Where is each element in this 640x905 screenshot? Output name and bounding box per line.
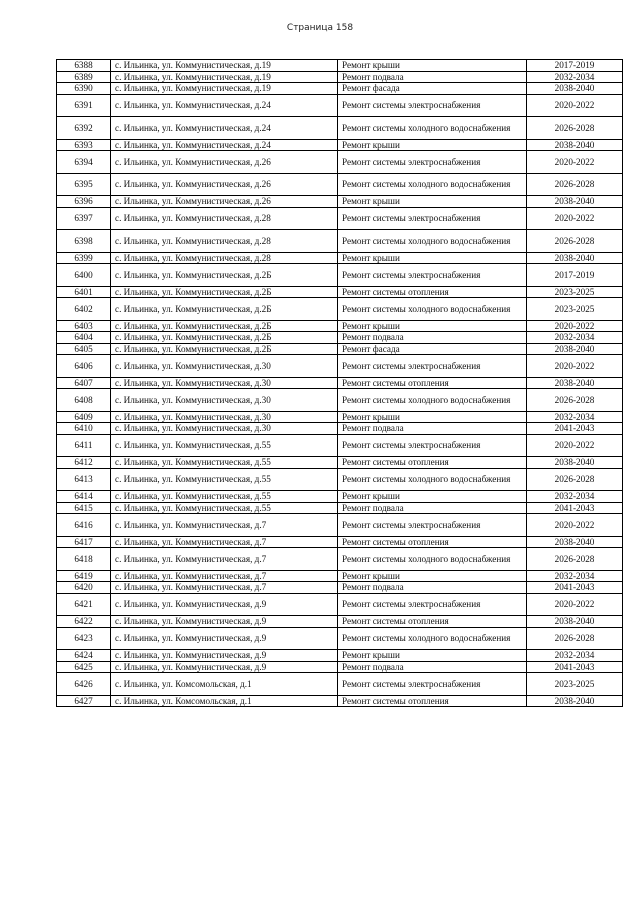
address-cell: с. Ильинка, ул. Коммунистическая, д.28 (111, 207, 338, 230)
address-cell: с. Ильинка, ул. Коммунистическая, д.55 (111, 457, 338, 469)
row-number-cell: 6391 (57, 94, 111, 117)
address-cell: с. Ильинка, ул. Коммунистическая, д.26 (111, 173, 338, 196)
row-number-cell: 6400 (57, 264, 111, 287)
table-row (57, 252, 623, 264)
work-type-cell: Ремонт системы электроснабжения (338, 434, 527, 457)
table-row (57, 83, 623, 95)
period-cell: 2026-2028 (527, 548, 623, 571)
table-row (57, 491, 623, 503)
period-cell: 2026-2028 (527, 389, 623, 412)
row-number-cell: 6395 (57, 173, 111, 196)
work-type-cell: Ремонт системы отопления (338, 695, 527, 707)
period-cell: 2032-2034 (527, 411, 623, 423)
address-cell: с. Ильинка, ул. Коммунистическая, д.9 (111, 661, 338, 673)
table-row (57, 94, 623, 117)
table-row (57, 355, 623, 378)
row-number-cell: 6414 (57, 491, 111, 503)
work-type-cell: Ремонт крыши (338, 60, 527, 72)
period-cell: 2032-2034 (527, 570, 623, 582)
period-cell: 2017-2019 (527, 264, 623, 287)
address-cell: с. Ильинка, ул. Коммунистическая, д.24 (111, 94, 338, 117)
table-row (57, 343, 623, 355)
table-row (57, 139, 623, 151)
work-type-cell: Ремонт подвала (338, 423, 527, 435)
work-type-cell: Ремонт подвала (338, 582, 527, 594)
table-row (57, 117, 623, 140)
work-type-cell: Ремонт крыши (338, 491, 527, 503)
table-row (57, 423, 623, 435)
period-cell: 2038-2040 (527, 457, 623, 469)
table-row (57, 71, 623, 83)
address-cell: с. Ильинка, ул. Коммунистическая, д.2Б (111, 343, 338, 355)
work-type-cell: Ремонт системы электроснабжения (338, 514, 527, 537)
period-cell: 2026-2028 (527, 230, 623, 253)
row-number-cell: 6398 (57, 230, 111, 253)
work-type-cell: Ремонт системы отопления (338, 616, 527, 628)
address-cell: с. Ильинка, ул. Коммунистическая, д.19 (111, 71, 338, 83)
period-cell: 2020-2022 (527, 434, 623, 457)
row-number-cell: 6419 (57, 570, 111, 582)
period-cell: 2023-2025 (527, 673, 623, 696)
table-row (57, 411, 623, 423)
table-row (57, 60, 623, 72)
period-cell: 2026-2028 (527, 117, 623, 140)
work-type-cell: Ремонт крыши (338, 411, 527, 423)
period-cell: 2041-2043 (527, 582, 623, 594)
row-number-cell: 6410 (57, 423, 111, 435)
row-number-cell: 6394 (57, 151, 111, 174)
address-cell: с. Ильинка, ул. Комсомольская, д.1 (111, 673, 338, 696)
work-type-cell: Ремонт системы холодного водоснабжения (338, 468, 527, 491)
address-cell: с. Ильинка, ул. Комсомольская, д.1 (111, 695, 338, 707)
period-cell: 2038-2040 (527, 252, 623, 264)
period-cell: 2023-2025 (527, 286, 623, 298)
work-type-cell: Ремонт системы холодного водоснабжения (338, 627, 527, 650)
row-number-cell: 6401 (57, 286, 111, 298)
table-row (57, 514, 623, 537)
address-cell: с. Ильинка, ул. Коммунистическая, д.2Б (111, 298, 338, 321)
address-cell: с. Ильинка, ул. Коммунистическая, д.9 (111, 616, 338, 628)
period-cell: 2017-2019 (527, 60, 623, 72)
work-type-cell: Ремонт системы отопления (338, 457, 527, 469)
address-cell: с. Ильинка, ул. Коммунистическая, д.9 (111, 593, 338, 616)
period-cell: 2041-2043 (527, 423, 623, 435)
row-number-cell: 6408 (57, 389, 111, 412)
period-cell: 2032-2034 (527, 332, 623, 344)
row-number-cell: 6409 (57, 411, 111, 423)
table-row (57, 320, 623, 332)
row-number-cell: 6390 (57, 83, 111, 95)
work-type-cell: Ремонт подвала (338, 502, 527, 514)
work-type-cell: Ремонт крыши (338, 650, 527, 662)
period-cell: 2038-2040 (527, 616, 623, 628)
table-row (57, 298, 623, 321)
row-number-cell: 6397 (57, 207, 111, 230)
row-number-cell: 6418 (57, 548, 111, 571)
table-row (57, 616, 623, 628)
work-type-cell: Ремонт системы холодного водоснабжения (338, 230, 527, 253)
address-cell: с. Ильинка, ул. Коммунистическая, д.24 (111, 117, 338, 140)
period-cell: 2038-2040 (527, 377, 623, 389)
period-cell: 2032-2034 (527, 650, 623, 662)
table-row (57, 457, 623, 469)
row-number-cell: 6422 (57, 616, 111, 628)
work-type-cell: Ремонт системы электроснабжения (338, 593, 527, 616)
period-cell: 2020-2022 (527, 593, 623, 616)
table-row (57, 196, 623, 208)
work-type-cell: Ремонт крыши (338, 252, 527, 264)
address-cell: с. Ильинка, ул. Коммунистическая, д.30 (111, 389, 338, 412)
row-number-cell: 6396 (57, 196, 111, 208)
table-row (57, 661, 623, 673)
work-type-cell: Ремонт системы электроснабжения (338, 207, 527, 230)
table-row (57, 627, 623, 650)
work-type-cell: Ремонт системы отопления (338, 536, 527, 548)
table-row (57, 377, 623, 389)
period-cell: 2032-2034 (527, 491, 623, 503)
work-type-cell: Ремонт системы холодного водоснабжения (338, 389, 527, 412)
row-number-cell: 6389 (57, 71, 111, 83)
period-cell: 2041-2043 (527, 661, 623, 673)
page-title: Страница 158 (286, 23, 354, 33)
row-number-cell: 6388 (57, 60, 111, 72)
address-cell: с. Ильинка, ул. Коммунистическая, д.19 (111, 60, 338, 72)
address-cell: с. Ильинка, ул. Коммунистическая, д.30 (111, 377, 338, 389)
table-row (57, 570, 623, 582)
row-number-cell: 6392 (57, 117, 111, 140)
table-row (57, 434, 623, 457)
row-number-cell: 6402 (57, 298, 111, 321)
address-cell: с. Ильинка, ул. Коммунистическая, д.9 (111, 650, 338, 662)
work-type-cell: Ремонт системы отопления (338, 377, 527, 389)
address-cell: с. Ильинка, ул. Коммунистическая, д.55 (111, 468, 338, 491)
row-number-cell: 6427 (57, 695, 111, 707)
table-row (57, 673, 623, 696)
period-cell: 2041-2043 (527, 502, 623, 514)
address-cell: с. Ильинка, ул. Коммунистическая, д.55 (111, 434, 338, 457)
work-type-cell: Ремонт системы холодного водоснабжения (338, 117, 527, 140)
period-cell: 2026-2028 (527, 627, 623, 650)
work-type-cell: Ремонт фасада (338, 343, 527, 355)
table-row (57, 695, 623, 707)
period-cell: 2020-2022 (527, 151, 623, 174)
address-cell: с. Ильинка, ул. Коммунистическая, д.26 (111, 151, 338, 174)
address-cell: с. Ильинка, ул. Коммунистическая, д.7 (111, 582, 338, 594)
address-cell: с. Ильинка, ул. Коммунистическая, д.30 (111, 355, 338, 378)
row-number-cell: 6426 (57, 673, 111, 696)
address-cell: с. Ильинка, ул. Коммунистическая, д.7 (111, 536, 338, 548)
table-row (57, 582, 623, 594)
period-cell: 2038-2040 (527, 196, 623, 208)
work-type-cell: Ремонт системы электроснабжения (338, 673, 527, 696)
row-number-cell: 6393 (57, 139, 111, 151)
address-cell: с. Ильинка, ул. Коммунистическая, д.55 (111, 491, 338, 503)
address-cell: с. Ильинка, ул. Коммунистическая, д.28 (111, 252, 338, 264)
row-number-cell: 6415 (57, 502, 111, 514)
table-row (57, 536, 623, 548)
row-number-cell: 6416 (57, 514, 111, 537)
address-cell: с. Ильинка, ул. Коммунистическая, д.2Б (111, 264, 338, 287)
period-cell: 2026-2028 (527, 468, 623, 491)
table-row (57, 548, 623, 571)
row-number-cell: 6404 (57, 332, 111, 344)
work-type-cell: Ремонт крыши (338, 196, 527, 208)
row-number-cell: 6406 (57, 355, 111, 378)
row-number-cell: 6413 (57, 468, 111, 491)
work-type-cell: Ремонт крыши (338, 139, 527, 151)
table-row (57, 230, 623, 253)
work-type-cell: Ремонт подвала (338, 332, 527, 344)
table-row (57, 173, 623, 196)
row-number-cell: 6405 (57, 343, 111, 355)
row-number-cell: 6403 (57, 320, 111, 332)
row-number-cell: 6407 (57, 377, 111, 389)
row-number-cell: 6420 (57, 582, 111, 594)
row-number-cell: 6425 (57, 661, 111, 673)
address-cell: с. Ильинка, ул. Коммунистическая, д.26 (111, 196, 338, 208)
address-cell: с. Ильинка, ул. Коммунистическая, д.28 (111, 230, 338, 253)
work-type-cell: Ремонт крыши (338, 320, 527, 332)
table-row (57, 264, 623, 287)
work-type-cell: Ремонт подвала (338, 71, 527, 83)
table-row (57, 207, 623, 230)
address-cell: с. Ильинка, ул. Коммунистическая, д.2Б (111, 286, 338, 298)
work-type-cell: Ремонт подвала (338, 661, 527, 673)
work-type-cell: Ремонт крыши (338, 570, 527, 582)
table-row (57, 650, 623, 662)
address-cell: с. Ильинка, ул. Коммунистическая, д.7 (111, 548, 338, 571)
address-cell: с. Ильинка, ул. Коммунистическая, д.30 (111, 423, 338, 435)
row-number-cell: 6411 (57, 434, 111, 457)
address-cell: с. Ильинка, ул. Коммунистическая, д.7 (111, 514, 338, 537)
period-cell: 2032-2034 (527, 71, 623, 83)
work-type-cell: Ремонт системы отопления (338, 286, 527, 298)
period-cell: 2023-2025 (527, 298, 623, 321)
work-type-cell: Ремонт системы холодного водоснабжения (338, 173, 527, 196)
table-row (57, 389, 623, 412)
table-row (57, 286, 623, 298)
row-number-cell: 6424 (57, 650, 111, 662)
period-cell: 2020-2022 (527, 94, 623, 117)
row-number-cell: 6417 (57, 536, 111, 548)
period-cell: 2038-2040 (527, 83, 623, 95)
table-row (57, 332, 623, 344)
address-cell: с. Ильинка, ул. Коммунистическая, д.55 (111, 502, 338, 514)
address-cell: с. Ильинка, ул. Коммунистическая, д.24 (111, 139, 338, 151)
row-number-cell: 6412 (57, 457, 111, 469)
work-type-cell: Ремонт системы электроснабжения (338, 355, 527, 378)
work-type-cell: Ремонт системы электроснабжения (338, 264, 527, 287)
table-row (57, 468, 623, 491)
period-cell: 2020-2022 (527, 207, 623, 230)
row-number-cell: 6423 (57, 627, 111, 650)
address-cell: с. Ильинка, ул. Коммунистическая, д.30 (111, 411, 338, 423)
period-cell: 2038-2040 (527, 343, 623, 355)
work-type-cell: Ремонт системы холодного водоснабжения (338, 548, 527, 571)
period-cell: 2038-2040 (527, 536, 623, 548)
address-cell: с. Ильинка, ул. Коммунистическая, д.9 (111, 627, 338, 650)
work-type-cell: Ремонт системы электроснабжения (338, 94, 527, 117)
repair-schedule-table (56, 59, 623, 707)
row-number-cell: 6399 (57, 252, 111, 264)
address-cell: с. Ильинка, ул. Коммунистическая, д.19 (111, 83, 338, 95)
work-type-cell: Ремонт системы электроснабжения (338, 151, 527, 174)
address-cell: с. Ильинка, ул. Коммунистическая, д.2Б (111, 332, 338, 344)
period-cell: 2026-2028 (527, 173, 623, 196)
row-number-cell: 6421 (57, 593, 111, 616)
table-row (57, 502, 623, 514)
period-cell: 2020-2022 (527, 514, 623, 537)
table-row (57, 151, 623, 174)
period-cell: 2038-2040 (527, 139, 623, 151)
table-body (57, 60, 623, 707)
table-row (57, 593, 623, 616)
period-cell: 2020-2022 (527, 355, 623, 378)
address-cell: с. Ильинка, ул. Коммунистическая, д.7 (111, 570, 338, 582)
period-cell: 2020-2022 (527, 320, 623, 332)
work-type-cell: Ремонт фасада (338, 83, 527, 95)
work-type-cell: Ремонт системы холодного водоснабжения (338, 298, 527, 321)
period-cell: 2038-2040 (527, 695, 623, 707)
address-cell: с. Ильинка, ул. Коммунистическая, д.2Б (111, 320, 338, 332)
